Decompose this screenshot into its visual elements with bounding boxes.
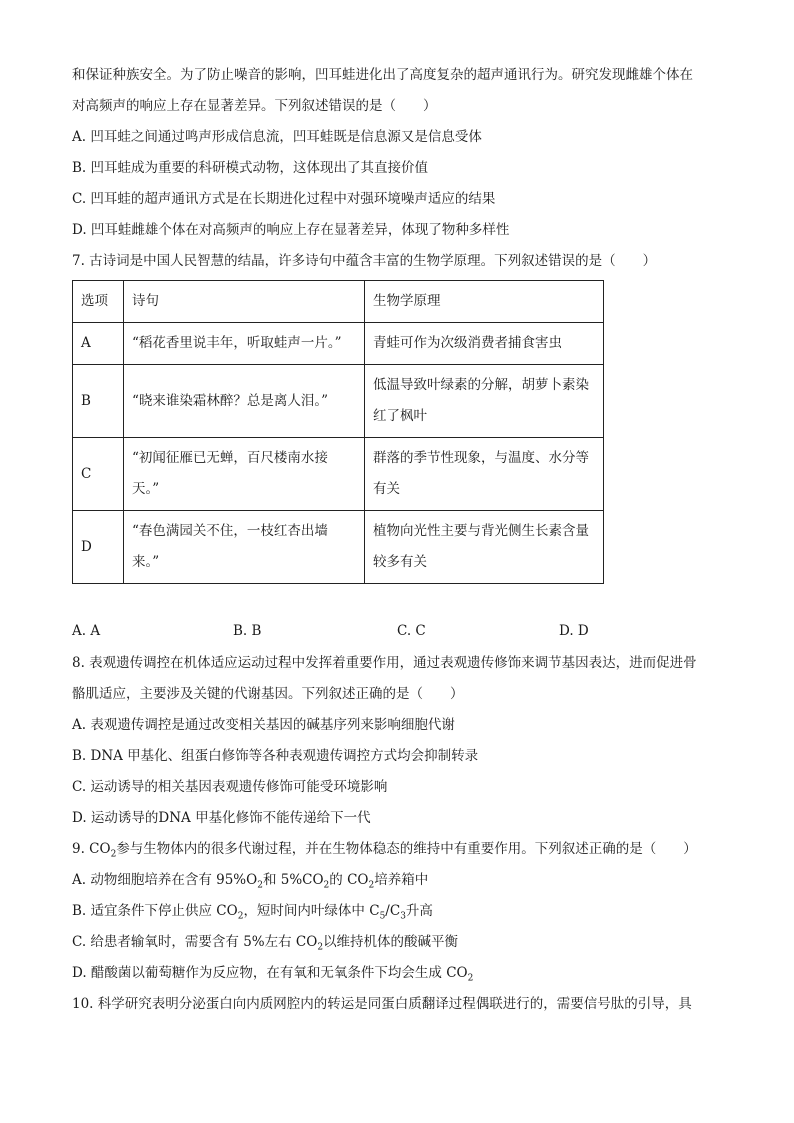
q9-b-part-4: 升高 <box>405 903 433 919</box>
q9-b-sub-3: 3 <box>400 911 406 922</box>
row-b-poem: “晓来谁染霜林醉？总是离人泪。” <box>124 365 365 438</box>
q9-a-sub-1: 2 <box>257 880 263 891</box>
row-c-principle-line-2: 有关 <box>373 481 400 497</box>
q9-b-sub-2: 5 <box>379 911 386 922</box>
row-d-poem-line-2: 来。” <box>132 554 160 570</box>
q9-b-part-2: ，短时间内叶绿体中 C <box>243 903 380 919</box>
q7-choice-d: D. D <box>559 623 589 639</box>
row-d-principle <box>365 511 604 584</box>
row-d-poem <box>124 511 365 584</box>
row-a-principle: 青蛙可作为次级消费者捕食害虫 <box>365 323 604 365</box>
header-principle: 生物学原理 <box>365 281 604 323</box>
q7-choice-c: C. C <box>397 623 426 639</box>
q10-stem-line-1: 10. 科学研究表明分泌蛋白向内质网腔内的转运是同蛋白质翻译过程偶联进行的，需要信号肽的引导，具 <box>72 996 692 1012</box>
q9-option-d <box>72 958 722 989</box>
q7-table <box>72 280 604 584</box>
q9-b-part-1: B. 适宜条件下停止供应 CO <box>72 903 238 919</box>
table-row <box>73 323 604 365</box>
q7-answer-choices <box>72 616 722 647</box>
q7-choice-b: B. B <box>233 623 262 639</box>
row-c-poem-line-1: “初闻征雁已无蝉，百尺楼南水接 <box>132 450 328 466</box>
row-d-principle-line-2: 较多有关 <box>373 554 427 570</box>
q8-option-c: C. 运动诱导的相关基因表观遗传修饰可能受环境影响 <box>72 779 388 795</box>
row-b-principle <box>365 365 604 438</box>
q9-stem-subscript: 2 <box>110 849 117 860</box>
row-b-principle-line-2: 红了枫叶 <box>373 408 427 424</box>
row-d-poem-line-1: “春色满园关不住，一枝红杏出墙 <box>132 523 328 539</box>
q9-a-part-3: 的 CO <box>329 872 369 888</box>
question-6 <box>72 60 722 277</box>
q9-d-part-1: D. 醋酸菌以葡萄糖作为反应物，在有氧和无氧条件下均会生成 CO <box>72 965 468 981</box>
row-c-option: C <box>73 438 124 511</box>
table-row <box>73 438 604 511</box>
row-a-poem: “稻花香里说丰年，听取蛙声一片。” <box>124 323 365 365</box>
q9-a-sub-2: 2 <box>323 880 330 891</box>
header-option: 选项 <box>73 281 124 323</box>
q9-a-sub-3: 2 <box>368 880 375 891</box>
q8-option-d: D. 运动诱导的DNA 甲基化修饰不能传递给下一代 <box>72 810 371 826</box>
q6-stem-line-1: 和保证种族安全。为了防止噪音的影响，凹耳蛙进化出了高度复杂的超声通讯行为。研究发现雌雄个体在 <box>72 67 693 83</box>
table-header-row <box>73 281 604 323</box>
row-a-option: A <box>73 323 124 365</box>
q7-stem: 7. 古诗词是中国人民智慧的结晶，许多诗句中蕴含丰富的生物学原理。下列叙述错误的是（ ） <box>72 253 657 269</box>
q9-a-part-4: 培养箱中 <box>374 872 429 888</box>
q9-b-sub-1: 2 <box>237 911 244 922</box>
q9-stem <box>72 834 722 865</box>
q9-stem-part-1: 9. CO <box>72 841 111 857</box>
q9-option-b <box>72 896 722 927</box>
q9-a-part-1: A. 动物细胞培养在含有 95%O <box>72 872 258 888</box>
row-c-poem <box>124 438 365 511</box>
q9-c-part-1: C. 给患者输氧时，需要含有 5%左右 CO <box>72 934 318 950</box>
q8-stem-line-2: 骼肌适应，主要涉及关键的代谢基因。下列叙述正确的是（ ） <box>72 686 464 702</box>
q9-stem-part-2: 参与生物体内的很多代谢过程，并在生物体稳态的维持中有重要作用。下列叙述正确的是（ ） <box>116 841 697 857</box>
q9-b-part-3: /C <box>385 903 401 919</box>
header-poem: 诗句 <box>124 281 365 323</box>
q6-option-a: A. 凹耳蛙之间通过鸣声形成信息流，凹耳蛙既是信息源又是信息受体 <box>72 129 482 145</box>
row-c-principle-line-1: 群落的季节性现象，与温度、水分等 <box>373 450 589 466</box>
row-c-poem-line-2: 天。” <box>132 481 160 497</box>
row-d-principle-line-1: 植物向光性主要与背光侧生长素含量 <box>373 523 589 539</box>
q6-option-d: D. 凹耳蛙雌雄个体在对高频声的响应上存在显著差异，体现了物种多样性 <box>72 222 510 238</box>
row-b-option: B <box>73 365 124 438</box>
q8-option-b: B. DNA 甲基化、组蛋白修饰等各种表观遗传调控方式均会抑制转录 <box>72 748 479 764</box>
q8-stem-line-1: 8. 表观遗传调控在机体适应运动过程中发挥着重要作用，通过表观遗传修饰来调节基因表达，进而促进骨 <box>72 655 697 671</box>
q6-option-b: B. 凹耳蛙成为重要的科研模式动物，这体现出了其直接价值 <box>72 160 429 176</box>
q9-a-part-2: 和 5%CO <box>262 872 324 888</box>
q9-option-c <box>72 927 722 958</box>
question-8-to-10 <box>72 648 722 1020</box>
q9-option-a <box>72 865 722 896</box>
row-c-principle <box>365 438 604 511</box>
q6-stem-line-2: 对高频声的响应上存在显著差异。下列叙述错误的是（ ） <box>72 98 437 114</box>
q9-c-sub-1: 2 <box>317 942 324 953</box>
table-row <box>73 365 604 438</box>
q6-option-c: C. 凹耳蛙的超声通讯方式是在长期进化过程中对强环境噪声适应的结果 <box>72 191 496 207</box>
q9-c-part-2: 以维持机体的酸碱平衡 <box>323 934 459 950</box>
q8-option-a: A. 表观遗传调控是通过改变相关基因的碱基序列来影响细胞代谢 <box>72 717 455 733</box>
table-row <box>73 511 604 584</box>
q7-choice-a: A. A <box>72 623 101 639</box>
row-d-option: D <box>73 511 124 584</box>
row-b-principle-line-1: 低温导致叶绿素的分解，胡萝卜素染 <box>373 377 589 393</box>
q9-d-sub-1: 2 <box>467 973 474 984</box>
